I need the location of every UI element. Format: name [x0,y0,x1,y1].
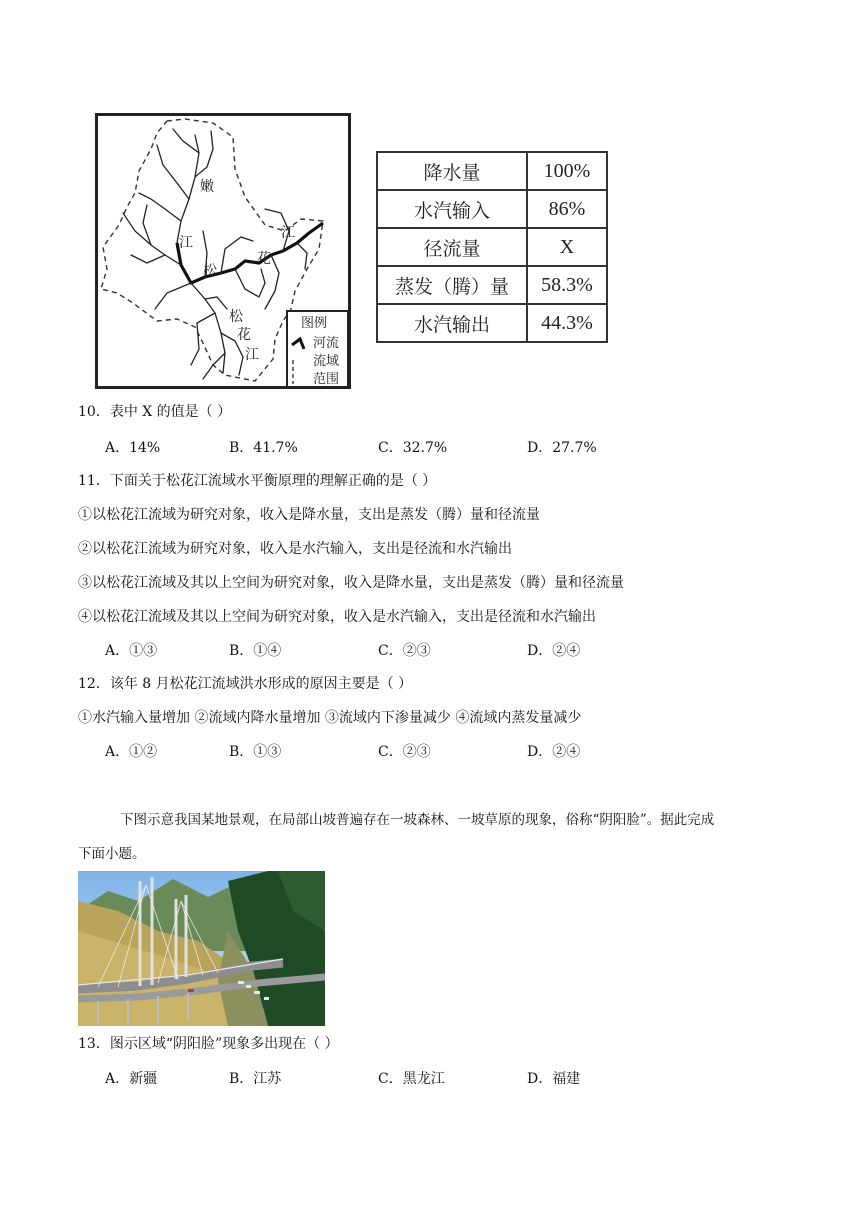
q11-item-4: ④以松花江流域及其以上空间为研究对象，收入是水汽输入，支出是径流和水汽输出 [78,609,596,625]
map-label-jiang-1: 江 [179,235,193,251]
question-11-stem: 11．下面关于松花江流域水平衡原理的理解正确的是（ ） [78,473,437,489]
q10-option-b[interactable]: B．41.7% [229,440,298,456]
table-cell-value: 44.3% [527,304,607,342]
river-basin-map [95,113,351,389]
question-10-stem: 10．表中 X 的值是（ ） [78,404,232,420]
q11-item-2: ②以松花江流域为研究对象，收入是水汽输入，支出是径流和水汽输出 [78,541,512,557]
legend-title: 图例 [301,316,328,331]
intro-line-2: 下面小题。 [78,846,146,862]
map-label-hua-1: 花 [257,251,271,267]
landscape-photo [78,871,325,1026]
table-row [377,228,607,266]
table-row [377,190,607,228]
q12-items: ①水汽输入量增加 ②流域内降水量增加 ③流域内下渗量减少 ④流域内蒸发量减少 [78,710,582,726]
legend-basin-label-2: 范围 [313,372,340,387]
q12-option-d[interactable]: D．②④ [527,744,581,760]
q13-option-a[interactable]: A．新疆 [105,1071,158,1087]
q12-option-c[interactable]: C．②③ [378,744,431,760]
q11-option-a[interactable]: A．①③ [105,643,158,659]
map-label-jiang-2: 江 [281,225,295,241]
q13-option-c[interactable]: C．黑龙江 [378,1071,445,1087]
table-cell-key: 径流量 [377,228,527,266]
q11-option-d[interactable]: D．②④ [527,643,581,659]
q12-option-a[interactable]: A．①② [105,744,158,760]
q10-option-c[interactable]: C．32.7% [378,440,448,456]
q10-option-a[interactable]: A．14% [105,440,161,456]
table-cell-value: 86% [527,190,607,228]
landscape-photo-svg [78,871,325,1026]
map-label-jiang-3: 江 [245,347,259,363]
question-12-stem: 12．该年 8 月松花江流域洪水形成的原因主要是（ ） [78,676,413,692]
legend-basin-label-1: 流域 [313,354,340,369]
map-svg [95,113,351,389]
q13-option-b[interactable]: B．江苏 [229,1071,282,1087]
table-row [377,152,607,190]
q10-option-d[interactable]: D．27.7% [527,440,597,456]
map-label-hua-2: 花 [237,327,251,343]
map-label-song-1: 松 [203,263,217,279]
map-label-song-2: 松 [229,309,243,325]
q11-item-3: ③以松花江流域及其以上空间为研究对象，收入是降水量，支出是蒸发（腾）量和径流量 [78,575,624,591]
table-row [377,304,607,342]
table-cell-key: 水汽输入 [377,190,527,228]
q12-option-b[interactable]: B．①③ [229,744,282,760]
table-cell-value: X [527,228,607,266]
q11-option-c[interactable]: C．②③ [378,643,431,659]
map-label-nen: 嫩 [200,179,214,195]
q11-option-b[interactable]: B．①④ [229,643,282,659]
intro-line-1: 下图示意我国某地景观，在局部山坡普遍存在一坡森林、一坡草原的现象，俗称“阴阳脸”。据此完成 [120,812,715,828]
table-cell-value: 58.3% [527,266,607,304]
table-row [377,266,607,304]
legend-river-label: 河流 [313,336,340,351]
q13-option-d[interactable]: D．福建 [527,1071,581,1087]
table-cell-key: 降水量 [377,152,527,190]
water-balance-table [376,151,608,343]
table-cell-value: 100% [527,152,607,190]
question-13-stem: 13．图示区域“阴阳脸”现象多出现在（ ） [78,1036,339,1052]
q11-item-1: ①以松花江流域为研究对象，收入是降水量，支出是蒸发（腾）量和径流量 [78,507,540,523]
table-cell-key: 水汽输出 [377,304,527,342]
table-cell-key: 蒸发（腾）量 [377,266,527,304]
